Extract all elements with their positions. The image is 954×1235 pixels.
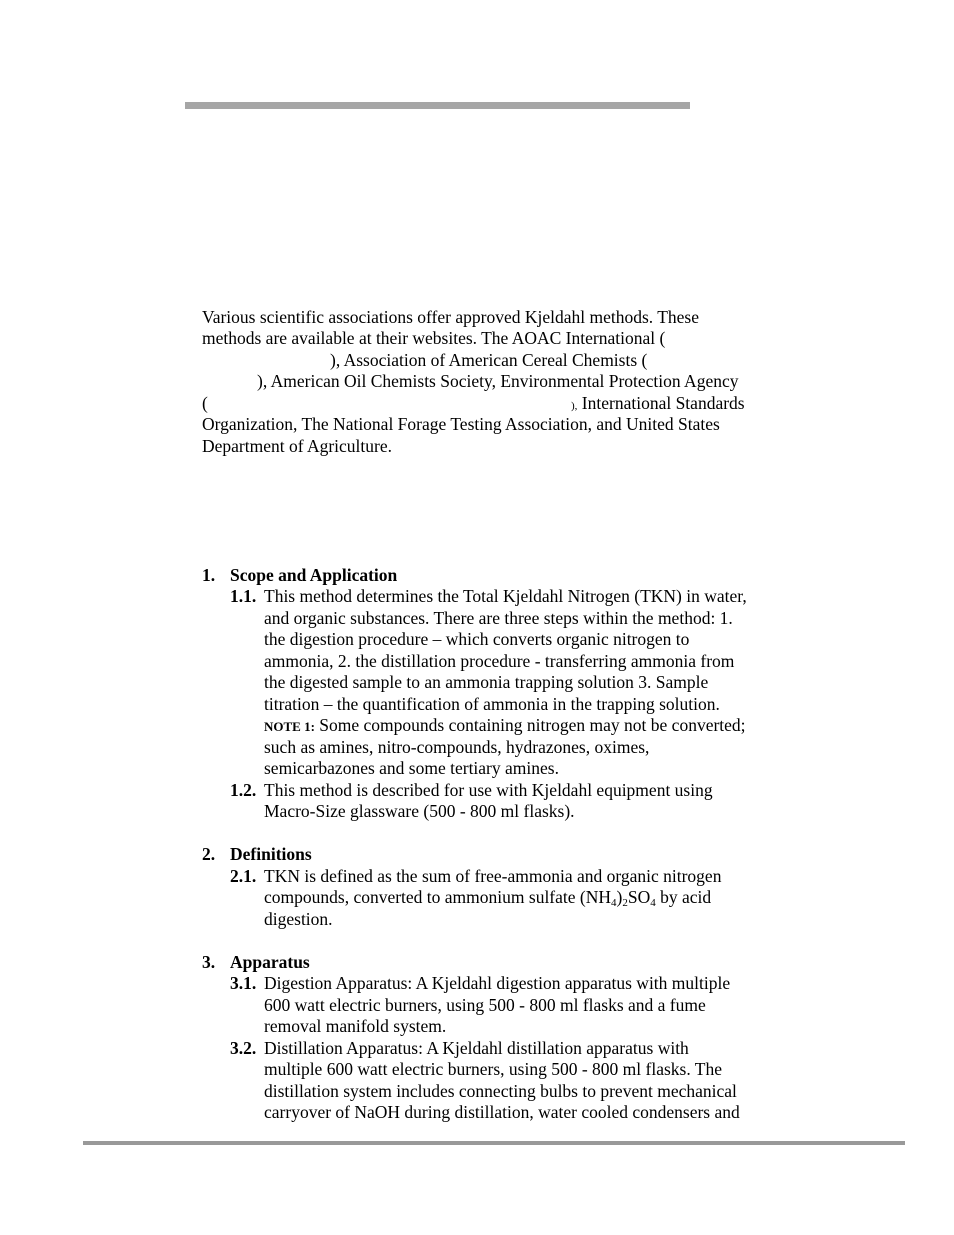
item-text-line: digestion. [264,909,333,929]
item-text-line [264,887,711,911]
item-text-line: ammonia, 2. the distillation procedure - transferring ammonia from [264,651,735,671]
note-line: such as amines, nitro-compounds, hydrazones, oximes, [264,737,650,757]
section-heading: Scope and Application [230,565,398,585]
formula-text: SO [627,887,651,907]
section-heading: Definitions [230,844,312,864]
formula-subscript: 4 [611,897,617,909]
section-number: 1. [202,565,216,585]
formula-text: by acid [655,887,712,907]
section-heading: Apparatus [230,952,310,972]
intro-small-paren: ), [571,400,578,412]
section-number: 2. [202,844,216,864]
section-number: 3. [202,952,216,972]
item-number: 2.1. [230,866,257,886]
note-line [264,715,746,737]
formula-subscript: 2 [622,897,628,909]
item-text-line: the digested sample to an ammonia trapping solution 3. Sample [264,672,709,692]
item-text-line: distillation system includes connecting bulbs to prevent mechanical [264,1081,737,1101]
header-rule [185,102,690,109]
item-number: 3.1. [230,973,257,993]
note-label: NOTE 1: [264,719,315,734]
item-text-line: titration – the quantification of ammonia in the trapping solution. [264,694,720,714]
intro-line-tail: International Standards [577,393,745,413]
item-text-line: multiple 600 watt electric burners, using 500 - 800 ml flasks. The [264,1059,722,1079]
intro-line: Organization, The National Forage Testing Association, and United States [202,414,720,434]
intro-line: ( [202,393,208,413]
item-number: 1.1. [230,586,257,606]
formula-text: compounds, converted to ammonium sulfate (NH [264,887,612,907]
intro-line: Department of Agriculture. [202,436,393,456]
item-text-line: and organic substances. There are three steps within the method: 1. [264,608,733,628]
item-text-line: TKN is defined as the sum of free-ammonia and organic nitrogen [264,866,722,886]
intro-line: ), Association of American Cereal Chemists ( [330,350,648,370]
item-text-line: This method is described for use with Kjeldahl equipment using [264,780,713,800]
footer-rule [83,1141,905,1145]
formula-subscript: 4 [650,897,656,909]
intro-line: methods are available at their websites. The AOAC International ( [202,328,666,348]
item-number: 1.2. [230,780,257,800]
note-line: semicarbazones and some tertiary amines. [264,758,559,778]
item-text-line: removal manifold system. [264,1016,447,1036]
intro-line: ), American Oil Chemists Society, Environmental Protection Agency [257,371,739,391]
intro-line: Various scientific associations offer approved Kjeldahl methods. These [202,307,699,327]
item-text-line: Digestion Apparatus: A Kjeldahl digestion apparatus with multiple [264,973,731,993]
note-text: Some compounds containing nitrogen may not be converted; [314,715,746,735]
item-text-line: 600 watt electric burners, using 500 - 800 ml flasks and a fume [264,995,706,1015]
formula-text: ) [616,887,623,907]
item-text-line: Macro-Size glassware (500 - 800 ml flasks). [264,801,575,821]
item-text-line: the digestion procedure – which converts organic nitrogen to [264,629,690,649]
item-text-line: carryover of NaOH during distillation, water cooled condensers and [264,1102,740,1122]
item-number: 3.2. [230,1038,257,1058]
item-text-line: Distillation Apparatus: A Kjeldahl distillation apparatus with [264,1038,689,1058]
item-text-line: This method determines the Total Kjeldahl Nitrogen (TKN) in water, [264,586,747,606]
